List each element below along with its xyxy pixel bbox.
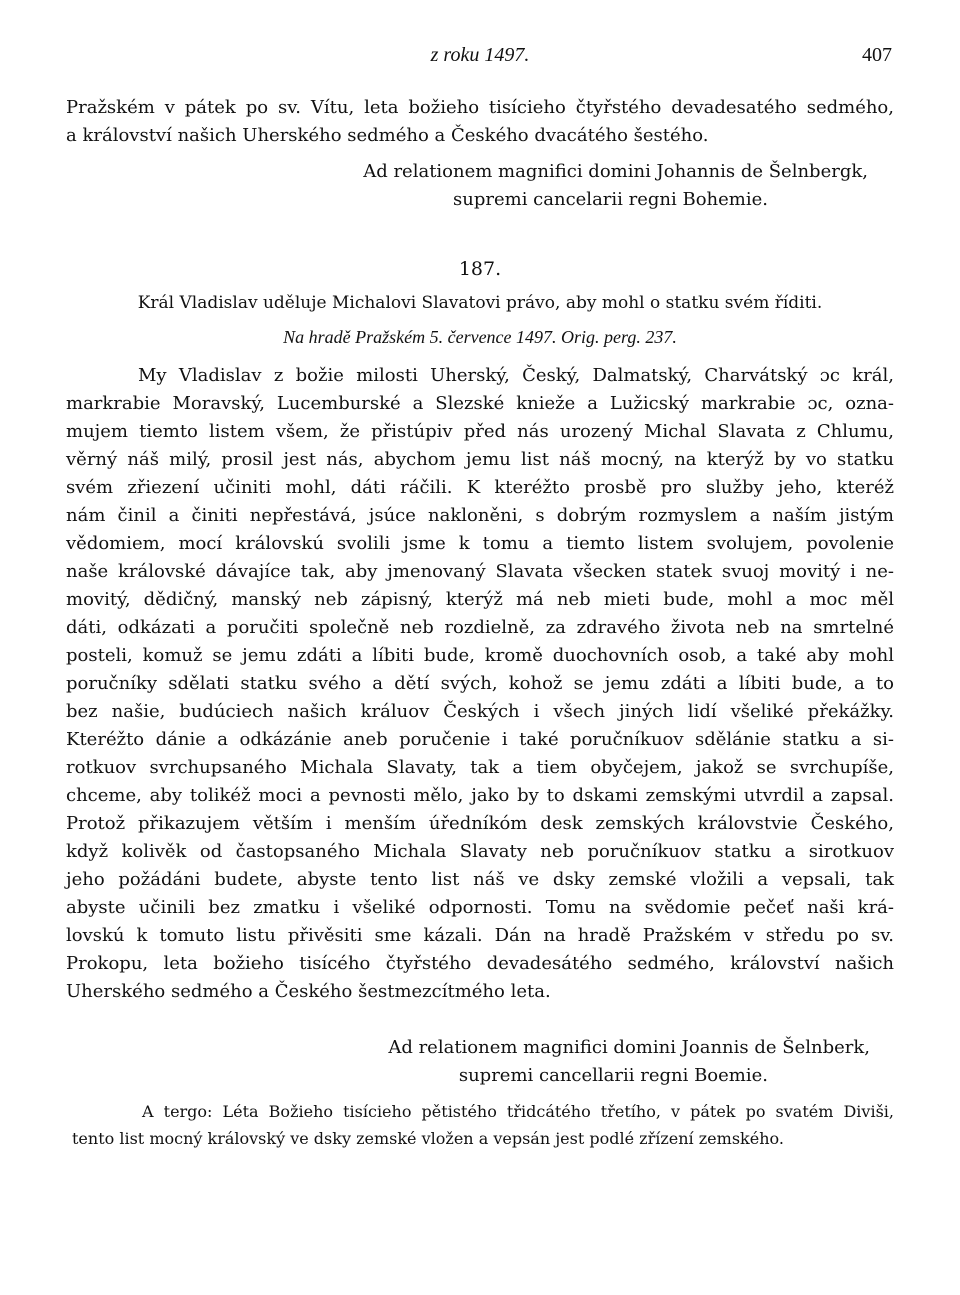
text-line: svém zřiezení učiniti mohl, dáti ráčili. K kteréžto prosbě pro služby jeho, kteréž xyxy=(66,477,894,498)
text-line: věrný náš milý, prosil jest nás, abychom jemu list náš mocný, na kterýž by vo statku xyxy=(66,449,894,470)
prev-relation xyxy=(66,158,868,214)
relation-line: Ad relationem magnifici domini Johannis de Šelnbergk, xyxy=(363,161,868,182)
prev-document-closing xyxy=(66,94,894,150)
text-line: rotkuov svrchupsaného Michala Slavaty, tak a tiem obyčejem, jakož se svrchupíše, xyxy=(66,757,894,778)
text-line: poručníky sdělati statku svého a dětí svých, kohož se jemu zdáti a líbiti bude, a to xyxy=(66,673,894,694)
text-line: dáti, odkázati a poručiti společně neb rozdielně, za zdravého života neb na smrtelné xyxy=(66,617,894,638)
text-line: Pražském v pátek po sv. Vítu, leta božieho tisícieho čtyřstého devadesatého sedmého, xyxy=(66,97,894,118)
text-line: chceme, aby tolikéž moci a pevnosti mělo, jako by to dskami zemskými utvrdil a zapsal. xyxy=(66,785,894,806)
text-line: bez našie, budúciech našich králuov Českých i všech jiných lidí všeliké překážky. xyxy=(66,701,894,722)
text-line: lovskú k tomuto listu přivěsiti sme kázali. Dán na hradě Pražském v středu po sv. xyxy=(66,925,894,946)
page-number: 407 xyxy=(862,44,892,66)
tergo-line: tento list mocný královský ve dsky zemské vložen a vepsán jest podlé zřízení zemského. xyxy=(72,1129,784,1148)
text-line: nám činil a činiti nepřestává, jsúce nakloněni, s dobrým rozmyslem a naším jistým xyxy=(66,505,894,526)
document-body xyxy=(66,362,894,1006)
text-line: posteli, komuž se jemu zdáti a líbiti bude, kromě duochovních osob, a také aby mohl xyxy=(66,645,894,666)
text-line: My Vladislav z božie milosti Uherský, Český, Dalmatský, Charvátský ɔc král, xyxy=(138,365,894,386)
relation-line: supremi cancelarii regni Bohemie. xyxy=(453,189,768,210)
text-line: Protož přikazujem větším i menším úředníkóm desk zemských královstvie Českého, xyxy=(66,813,894,834)
text-line: vědomiem, mocí královskú svolili jsme k tomu a tiemto listem svolujem, povolenie xyxy=(66,533,894,554)
text-line: když kolivěk od častopsaného Michala Slavaty neb poručníkuov statku a sirotkuov xyxy=(66,841,894,862)
text-line: Kteréžto dánie a odkázánie aneb poručenie i také poručníkuov sdělánie statku a si- xyxy=(66,729,894,750)
text-line: a království našich Uherského sedmého a Českého dvacátého šestého. xyxy=(66,125,709,146)
running-title: z roku 1497. xyxy=(430,44,530,66)
text-line: jeho požádáni budete, abyste tento list náš ve dsky zemské vložili a vepsali, tak xyxy=(66,869,894,890)
text-line: movitý, dědičný, manský neb zápisný, kterýž má neb mieti bude, mohl a moc měl xyxy=(66,589,894,610)
a-tergo-note xyxy=(66,1098,894,1152)
tergo-line: A tergo: Léta Božieho tisícieho pětistého třidcátého třetího, v pátek po svatém Diviši, xyxy=(142,1102,894,1121)
text-line: Prokopu, leta božieho tisícého čtyřstého devadesátého sedmého, království našich xyxy=(66,953,894,974)
document-rubric: Král Vladislav uděluje Michalovi Slavatovi právo, aby mohl o statku svém říditi. xyxy=(137,293,823,313)
text-line: abyste učinili bez zmatku i všeliké odpornosti. Tomu na svědomie pečeť naši krá- xyxy=(66,897,894,918)
text-line: naše královské dávajíce tak, aby jmenovaný Slavata všecken statek svuoj movitý i ne- xyxy=(66,561,894,582)
text-line: Uherského sedmého a Českého šestmezcítmého leta. xyxy=(66,981,551,1002)
text-line: markrabie Moravský, Lucemburské a Slezské knieže a Lužicský markrabie ɔc, ozna- xyxy=(66,393,894,414)
document-source: Na hradě Pražském 5. července 1497. Orig. perg. 237. xyxy=(283,327,677,347)
document-relation xyxy=(66,1034,870,1090)
document-number: 187. xyxy=(458,258,502,280)
relation-line: supremi cancellarii regni Boemie. xyxy=(458,1065,768,1086)
relation-line: Ad relationem magnifici domini Joannis de Šelnberk, xyxy=(388,1037,870,1058)
text-line: mujem tiemto listem všem, že přistúpiv před nás urozený Michal Slavata z Chlumu, xyxy=(66,421,894,442)
page-header xyxy=(66,44,894,74)
